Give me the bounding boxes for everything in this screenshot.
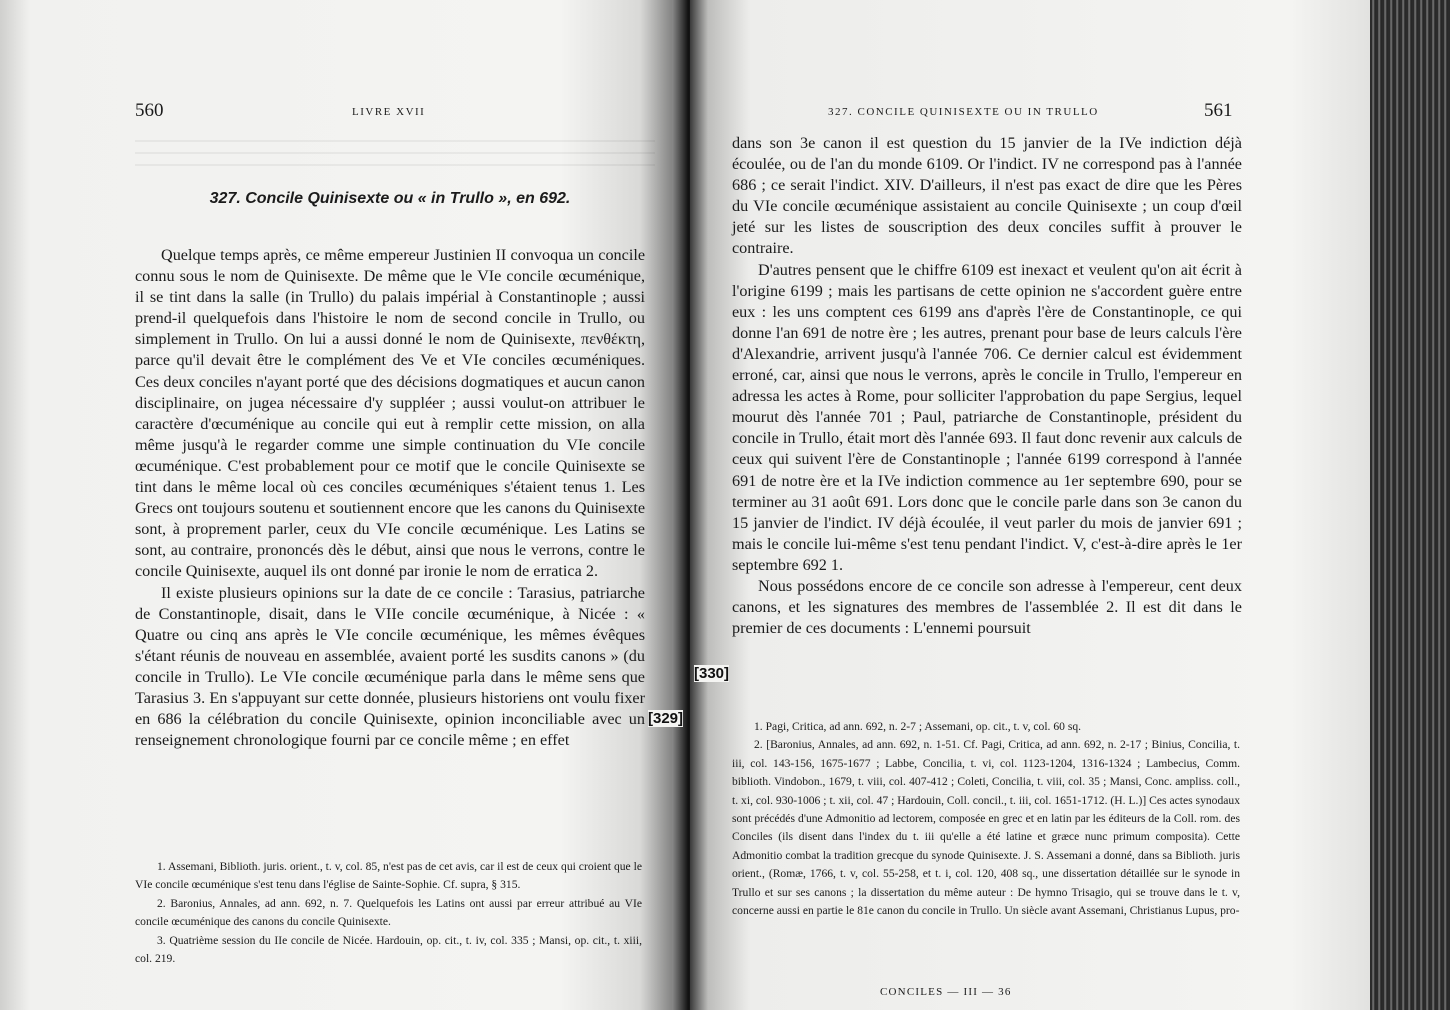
- left-footnotes: [135, 858, 642, 968]
- page-number: 561: [1204, 100, 1233, 121]
- margin-ref-329: [329]: [648, 710, 684, 727]
- right-footnotes: [732, 718, 1240, 920]
- paragraph: Il existe plusieurs opinions sur la date de ce concile : Tarasius, patriarche de Constantinople, disait, dans le VIIe concile œcuménique, à Nicée : « Quatre ou cinq ans après le VIe concile œcuménique, les mêmes évêques s'étant réunis de nouveau en assemblée, avaient porté les susdits canons » (du concile in Trullo). Le VIe concile œcuménique parla dans le même sens que Tarasius 3. En s'appuyant sur cette donnée, plusieurs historiens ont voulu fixer en 686 la célébration du concile Quinisexte, opinion inconciliable avec un renseignement chronologique fourni par ce concile même ; en effet: [135, 583, 645, 750]
- left-body-text: [135, 245, 645, 751]
- footnote: 1. Pagi, Critica, ad ann. 692, n. 2-7 ; Assemani, op. cit., t. v, col. 60 sq.: [754, 720, 1082, 733]
- right-body-text: [732, 133, 1242, 639]
- left-page: [0, 0, 688, 1010]
- margin-ref-330: [330]: [694, 665, 730, 682]
- show-through-shading: [135, 140, 655, 170]
- signature-mark: CONCILES — III — 36: [880, 986, 1012, 998]
- running-title: LIVRE XVII: [352, 106, 426, 118]
- page-edges: [1370, 0, 1450, 1010]
- paragraph: D'autres pensent que le chiffre 6109 est inexact et veulent qu'on ait écrit à l'origine 6199 ; mais les partisans de cette opinion ne s'accordent guère entre eux : les uns comptent ces 6199 ans d'après l'ère de Constantinople, ce qui donne l'an 691 de notre ère ; les autres, prenant pour base de leurs calculs l'ère d'Alexandrie, arrivent jusqu'à l'année 706. Ce dernier calcul est évidemment erroné, car, ainsi que nous le verrons, après le concile in Trullo, l'empereur en adressa les actes à Rome, pour solliciter l'approbation du pape Sergius, lequel mourut dès l'année 701 ; Paul, patriarche de Constantinople, président du concile in Trullo, était mort dès l'année 693. Il faut donc revenir aux calculs de ceux qui suivent l'ère de Constantinople ; l'année 6199 correspond à l'année 691 de notre ère et la IVe indiction commence au 1er septembre 690, pour se terminer au 31 août 691. Lors donc que le concile parle dans son 3e canon du 15 janvier de l'indict. IV déjà écoulée, il veut parler du mois de janvier 691 ; mais le concile lui-même s'est tenu pendant l'indict. V, c'est-à-dire après le 1er septembre 692 1.: [732, 260, 1242, 574]
- footnote: 3. Quatrième session du IIe concile de Nicée. Hardouin, op. cit., t. iv, col. 335 ; Mansi, op. cit., t. xiii, col. 219.: [135, 933, 642, 966]
- right-running-head: [690, 100, 1370, 130]
- footnote: 2. Baronius, Annales, ad ann. 692, n. 7. Quelquefois les Latins ont aussi par erreur attribué au VIe concile œcuménique des canons du concile Quinisexte.: [135, 896, 642, 929]
- left-running-head: [0, 100, 688, 130]
- running-title: 327. CONCILE QUINISEXTE OU IN TRULLO: [828, 106, 1099, 118]
- footnote: 1. Assemani, Biblioth. juris. orient., t. v, col. 85, n'est pas de cet avis, car il est de ceux qui croient que le VIe concile œcuménique s'est tenu dans l'église de Sainte-Sophie. Cf. supra, § 315.: [135, 860, 642, 892]
- footnote: 2. [Baronius, Annales, ad ann. 692, n. 1-51. Cf. Pagi, Critica, ad ann. 692, n. 2-17 ; Binius, Concilia, t. iii, col. 143-156, 1675-1677 ; Labbe, Concilia, t. vi, col. 1123-1204, 1316-1324 ; Lambecius, Comm. biblioth. Vindobon., 1679, t. viii, col. 407-412 ; Coleti, Concilia, t. viii, col. 35 ; Mansi, Conc. ampliss. coll., t. xi, col. 930-1006 ; t. xii, col. 47 ; Hardouin, Coll. concil., t. iii, col. 1651-1712. (H. L.)] Ces actes synodaux sont précédés d'une Admonitio ad lectorem, composée en grec et en latin par les éditeurs de la Coll. rom. des Conciles (ils disent dans l'index du t. iii qu'elle a été latine et græce nunc primum composita). Cette Admonitio combat la tradition grecque du synode Quinisexte. J. S. Assemani a donné, dans sa Biblioth. juris orient., (Romæ, 1766, t. v, col. 55-258, et t. i, col. 120, 408 sq., une dissertation détaillée sur le synode in Trullo et sur ses canons ; la dissertation du même auteur : De hymno Trisagio, qui se trouve dans le t. v, concerne aussi en partie le 81e canon du concile in Trullo. Un siècle avant Assemani, Christianus Lupus, pro-: [732, 738, 1240, 918]
- page-number: 560: [135, 100, 164, 121]
- right-page: [690, 0, 1370, 1010]
- paragraph: Nous possédons encore de ce concile son adresse à l'empereur, cent deux canons, et les signatures des membres de l'assemblée 2. Il est dit dans le premier de ces documents : L'ennemi poursuit: [732, 576, 1242, 638]
- paragraph: Quelque temps après, ce même empereur Justinien II convoqua un concile connu sous le nom de Quinisexte. De même que le VIe concile œcuménique, il se tint dans la salle (in Trullo) du palais impérial à Constantinople ; aussi prend-il quelquefois dans l'histoire le nom de second concile in Trullo, ou simplement in Trullo. On lui a aussi donné le nom de Quinisexte, πενθέκτη, parce qu'il devait être le complément des Ve et VIe conciles œcuméniques. Ces deux conciles n'ayant porté que des décisions dogmatiques et aucun canon disciplinaire, on jugea nécessaire d'y suppléer ; aussi voulut-on attribuer le caractère d'œcuménique au concile qui eut à remplir cette mission, on alla même jusqu'à le regarder comme une simple continuation du VIe concile œcuménique. C'est probablement pour ce motif que le concile Quinisexte se tint dans le même local où ces conciles œcuméniques s'étaient tenus 1. Les Grecs ont toujours soutenu et soutiennent encore que les canons du Quinisexte sont, à proprement parler, ceux du VIe concile œcuménique. Les Latins se sont, au contraire, prononcés dès le début, ainsi que nous le verrons, contre le concile Quinisexte, auquel ils ont donné par ironie le nom de erratica 2.: [135, 246, 645, 581]
- chapter-title: 327. Concile Quinisexte ou « in Trullo », en 692.: [209, 190, 571, 207]
- paragraph: dans son 3e canon il est question du 15 janvier de la IVe indiction déjà écoulée, ou de l'an du monde 6109. Or l'indict. IV ne correspond pas à l'année 686 ; ce serait l'indict. XIV. D'ailleurs, il n'est pas exact de dire que les Pères du VIe concile œcuménique assistaient au concile Quinisexte ; un coup d'œil jeté sur les listes de souscription des deux conciles suffit à prouver le contraire.: [732, 134, 1242, 258]
